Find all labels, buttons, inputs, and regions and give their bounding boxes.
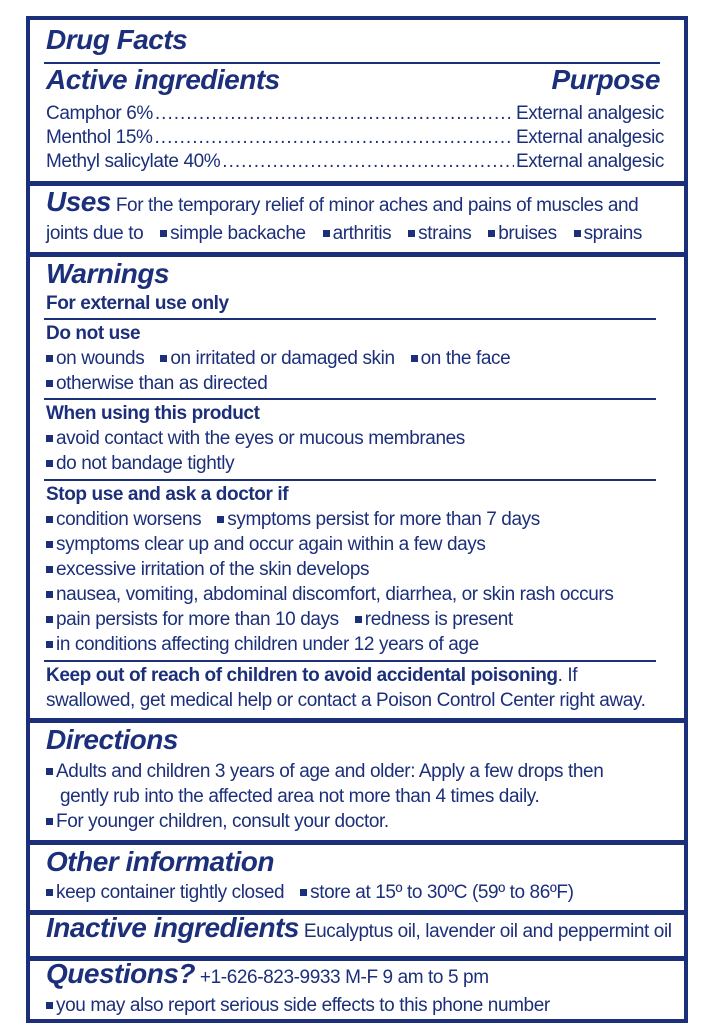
use-item: simple backache [170, 223, 306, 244]
when-using-heading: When using this product [46, 403, 260, 424]
when-using-item: avoid contact with the eyes or mucous membranes [46, 427, 465, 451]
questions-note: you may also report serious side effects to this phone number [46, 994, 550, 1018]
uses-intro: For the temporary relief of minor aches and pains of muscles and [115, 195, 639, 216]
other-info-line: keep container tightly closed store at 15º to 30ºC (59º to 86ºF) [46, 881, 574, 905]
ingredient-purpose: External analgesic [515, 103, 664, 124]
stop-use-line: nausea, vomiting, abdominal discomfort, diarrhea, or skin rash occurs [46, 583, 613, 607]
do-not-use-line-2: otherwise than as directed [46, 372, 267, 396]
questions-phone: +1-626-823-9933 M-F 9 am to 5 pm [199, 967, 489, 988]
divider [44, 398, 656, 400]
stop-use-line: pain persists for more than 10 days redness is present [46, 608, 513, 632]
ingredient-row [46, 150, 664, 174]
section-bar [30, 181, 684, 186]
drug-facts-label [26, 16, 688, 1023]
uses-line-1 [46, 186, 639, 218]
ingredient-row [46, 126, 664, 150]
warnings-heading: Warnings [46, 258, 170, 289]
stop-use-line: condition worsens symptoms persist for more than 7 days [46, 508, 540, 532]
uses-line-2: joints due to simple backache arthritis strains bruises sprains [46, 223, 643, 244]
keep-out-line-1: Keep out of reach of children to avoid accidental poisoning. If [46, 665, 578, 686]
directions-item-cont: gently rub into the affected area not more than 4 times daily. [60, 786, 540, 807]
section-bar [30, 252, 684, 257]
divider [44, 479, 656, 481]
use-item: bruises [498, 223, 557, 244]
divider [44, 318, 656, 320]
drug-facts-title: Drug Facts [46, 24, 188, 55]
divider [44, 660, 656, 662]
inactive-heading: Inactive ingredients [46, 912, 299, 943]
ingredient-purpose: External analgesic [515, 127, 664, 148]
section-bar [30, 718, 684, 723]
directions-heading: Directions [46, 724, 178, 755]
directions-item: Adults and children 3 years of age and older: Apply a few drops then [46, 760, 603, 784]
external-use-note: For external use only [46, 293, 229, 314]
purpose-heading: Purpose [551, 64, 660, 95]
inactive-list: Eucalyptus oil, lavender oil and peppermint oil [303, 921, 672, 942]
do-not-use-line-1: on wounds on irritated or damaged skin on the face [46, 347, 510, 371]
other-info-heading: Other information [46, 846, 274, 877]
use-item: arthritis [332, 223, 392, 244]
do-not-use-heading: Do not use [46, 323, 141, 344]
stop-use-line: excessive irritation of the skin develops [46, 558, 369, 582]
active-ingredients-heading: Active ingredients [46, 64, 280, 95]
stop-use-heading: Stop use and ask a doctor if [46, 484, 289, 505]
questions-heading: Questions? [46, 958, 196, 989]
use-item: strains [418, 223, 472, 244]
ingredient-purpose: External analgesic [515, 151, 664, 172]
keep-out-line-2: swallowed, get medical help or contact a Poison Control Center right away. [46, 690, 646, 711]
ingredient-name: Camphor 6% [46, 103, 153, 124]
keep-out-bold: Keep out of reach of children to avoid accidental poisoning [46, 665, 558, 686]
ingredient-name: Methyl salicylate 40% [46, 151, 221, 172]
inactive-line [46, 912, 672, 944]
directions-item: For younger children, consult your doctor. [46, 810, 389, 834]
ingredient-row [46, 102, 664, 126]
stop-use-line: symptoms clear up and occur again within a few days [46, 533, 486, 557]
when-using-item: do not bandage tightly [46, 452, 234, 476]
ingredient-name: Menthol 15% [46, 127, 153, 148]
use-item: sprains [583, 223, 643, 244]
uses-heading: Uses [46, 186, 111, 217]
stop-use-line: in conditions affecting children under 12 years of age [46, 633, 479, 657]
section-bar [30, 840, 684, 845]
questions-line [46, 958, 489, 990]
